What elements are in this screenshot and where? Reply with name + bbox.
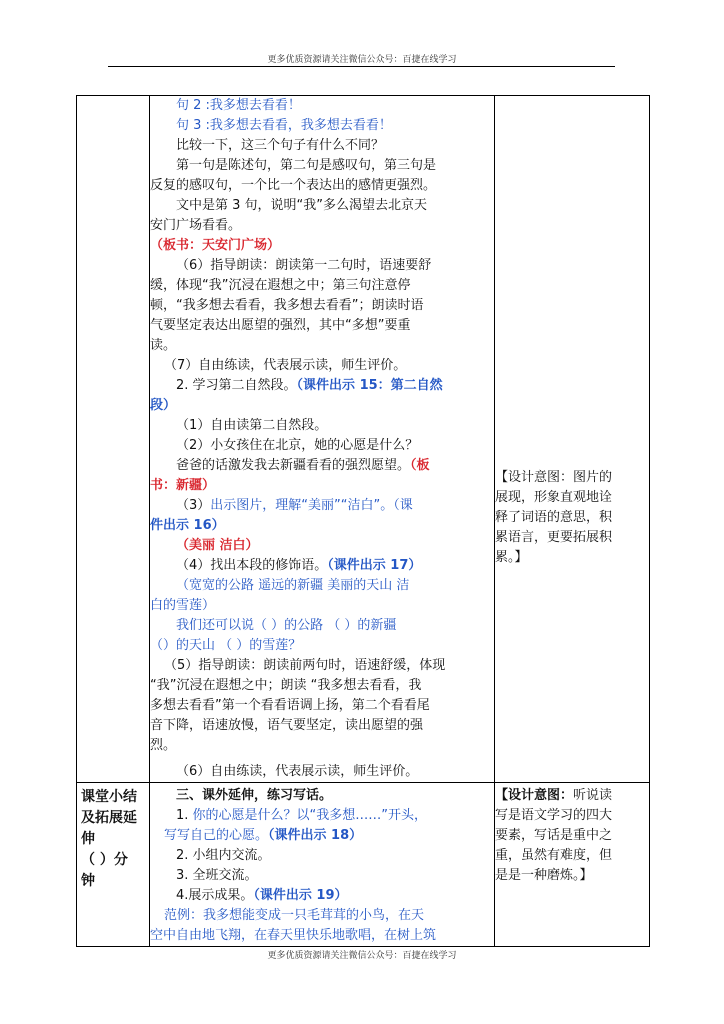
board-note: （板书：天安门广场） — [150, 238, 281, 253]
text-segment: 1. — [176, 808, 193, 823]
row1-note-cell — [495, 96, 650, 783]
text-line: 多想去看看”第一个看看语调上扬，第二个看看尾 — [150, 698, 430, 713]
text-line: 句 2 :我多想去看看！ — [176, 98, 301, 113]
page-footer: 更多优质资源请关注微信公众号：百捷在线学习 — [267, 951, 457, 961]
section-label — [77, 783, 149, 892]
text-line: （宽宽的公路 遥远的新疆 美丽的天山 洁 — [176, 578, 410, 593]
text-line: 读。 — [150, 338, 177, 353]
text-line: （5）指导朗读：朗读前两句时，语速舒缓，体现 — [164, 658, 446, 673]
courseware-ref: （课件出示 19） — [253, 888, 348, 903]
text-line — [150, 556, 494, 576]
text-line: 安门广场看看。 — [150, 218, 242, 233]
courseware-ref: 件出示 16） — [150, 518, 225, 533]
row2-body-cell — [150, 783, 495, 947]
text-line: “我”沉浸在遐想之中；朗读 “我多想去看看，我 — [150, 678, 422, 693]
text-segment: 2. 学习第二自然段。 — [176, 378, 297, 393]
note-line — [495, 786, 649, 806]
board-note: 书：新疆） — [150, 478, 216, 493]
note-line: 累。】 — [495, 550, 528, 565]
note-line: 累语言，更要拓展积 — [495, 530, 613, 545]
note-line: 要素，写话是重中之 — [495, 828, 613, 843]
text-line: 音下降，语速放慢，语气要坚定，读出愿望的强 — [150, 718, 424, 733]
text-line: （）的天山 （ ）的雪莲？ — [150, 638, 302, 653]
row1-label-cell — [77, 96, 150, 783]
note-line: 【设计意图：图片的 — [495, 470, 613, 485]
header-rule — [108, 66, 615, 67]
board-note: （美丽 洁白） — [176, 538, 259, 553]
text-line: 比较一下，这三个句子有什么不同？ — [176, 138, 385, 153]
note-line: 重，虽然有难度，但 — [495, 848, 613, 863]
text-line — [150, 456, 494, 476]
label-line: 伸 — [81, 831, 95, 847]
note-line: 是是一种磨炼。】 — [495, 868, 593, 883]
text-line: 气要坚定表达出愿望的强烈，其中“多想”要重 — [150, 318, 411, 333]
note-line: 写是语文学习的四大 — [495, 808, 613, 823]
text-segment: （4）找出本段的修饰语。 — [176, 558, 328, 573]
text-line: 我们还可以说（ ）的公路 （ ）的新疆 — [176, 618, 397, 633]
text-segment: 你的心愿是什么？以“我多想……”开头， — [192, 808, 428, 823]
design-note — [495, 786, 649, 886]
text-line: 顿，“我多想去看看，我多想去看看”；朗读时语 — [150, 298, 424, 313]
page-header: 更多优质资源请关注微信公众号：百捷在线学习 — [267, 55, 457, 65]
label-line: （ ）分 — [81, 852, 128, 868]
text-line: 烈。 — [150, 738, 177, 753]
board-note: （板 — [410, 458, 430, 473]
text-line — [150, 886, 494, 906]
text-line: 第一句是陈述句，第二句是感叹句，第三句是 — [176, 158, 437, 173]
table-row — [77, 783, 650, 947]
text-line: 空中自由地飞翔，在春天里快乐地歌唱，在树上筑 — [150, 928, 437, 943]
text-line: 缓，体现“我”沉浸在遐想之中；第三句注意停 — [150, 278, 411, 293]
text-line: 白的雪莲） — [150, 598, 216, 613]
lesson-plan-table — [76, 95, 650, 947]
text-line: （6）自由练读，代表展示读，师生评价。 — [176, 764, 419, 779]
courseware-ref: （课件出示 17） — [327, 558, 422, 573]
courseware-ref: 段） — [150, 398, 177, 413]
text-line: （6）指导朗读：朗读第一二句时，语速要舒 — [176, 258, 432, 273]
courseware-ref: （课件出示 15：第二自然 — [296, 378, 443, 393]
text-line — [150, 826, 494, 846]
design-note — [495, 468, 649, 568]
text-line — [150, 376, 494, 396]
text-segment: 出示图片，理解“美丽”“洁白”。（课 — [210, 498, 413, 513]
table-row — [77, 96, 650, 783]
note-title: 【设计意图： — [495, 788, 574, 803]
section-heading: 三、课外延伸，练习写话。 — [176, 788, 333, 803]
note-line: 展现，形象直观地诠 — [495, 490, 613, 505]
text-segment: （3） — [176, 498, 211, 513]
text-line — [150, 496, 494, 516]
text-line: 句 3 :我多想去看看，我多想去看看！ — [176, 118, 392, 133]
row1-body-cell — [150, 96, 495, 783]
text-segment: 听说读 — [573, 788, 613, 803]
label-line: 及拓展延 — [81, 810, 137, 826]
text-segment: 4.展示成果。 — [176, 888, 254, 903]
text-line: 范例：我多想能变成一只毛茸茸的小鸟，在天 — [164, 908, 425, 923]
note-line: 释了词语的意思，积 — [495, 510, 613, 525]
row2-note-cell — [495, 783, 650, 947]
courseware-ref: （课件出示 18） — [268, 828, 363, 843]
text-line: 2. 小组内交流。 — [176, 848, 271, 863]
row2-label-cell — [77, 783, 150, 947]
text-line: 文中是第 3 句，说明“我”多么渴望去北京天 — [176, 198, 428, 213]
label-line: 课堂小结 — [81, 789, 137, 805]
spacer — [495, 96, 649, 468]
text-line — [150, 806, 494, 826]
text-line: （1）自由读第二自然段。 — [176, 418, 328, 433]
text-line: （7）自由练读，代表展示读，师生评价。 — [164, 358, 407, 373]
text-segment: 写写自己的心愿。 — [164, 828, 269, 843]
text-line: 反复的感叹句，一个比一个表达出的感情更强烈。 — [150, 178, 437, 193]
label-line: 钟 — [81, 873, 95, 889]
text-line: 3. 全班交流。 — [176, 868, 258, 883]
text-segment: 爸爸的话激发我去新疆看看的强烈愿望。 — [176, 458, 411, 473]
text-line: （2）小女孩住在北京，她的心愿是什么？ — [176, 438, 419, 453]
